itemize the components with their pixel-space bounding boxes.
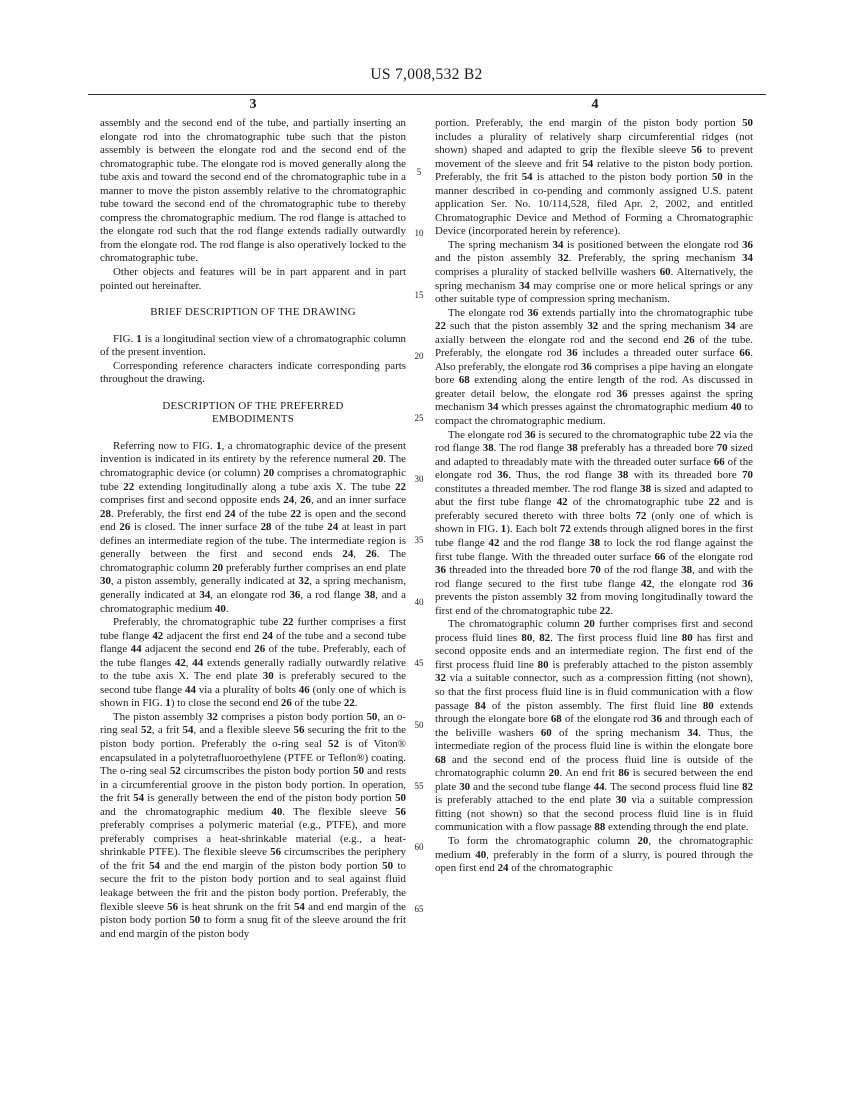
- patent-number: US 7,008,532 B2: [370, 66, 483, 83]
- line-number: 50: [414, 719, 424, 730]
- line-number: 40: [414, 596, 424, 607]
- paragraph: Corresponding reference characters indicate corresponding parts throughout the drawing.: [100, 359, 406, 386]
- paragraph: The chromatographic column 20 further comprises first and second process fluid lines 80, 82. The first process fluid line 80 has first and second opposite ends and an intermediate region. The first end of the first process fluid line 80 is preferably attached to the piston assembly 32 via a suitable connector, such as a compression fitting (not shown), so that the first process fluid line is in fluid communication with a flow passage 84 of the piston assembly. The first fluid line 80 extends through the elongate bore 68 of the elongate rod 36 and through each of the beliville washers 60 of the spring mechanism 34. Thus, the intermediate region of the process fluid line is within the elongate bore 68 and the second end of the process fluid line is outside of the chromatographic column 20. An end frit 86 is secured between the end plate 30 and the second tube flange 44. The second process fluid line 82 is preferably attached to the end plate 30 via a suitable compression fitting (not shown) so that the second process fluid line is in fluid communication with a flow passage 88 extending through the end plate.: [435, 618, 753, 834]
- left-column-number: 3: [249, 97, 257, 112]
- paragraph: The elongate rod 36 extends partially into the chromatographic tube 22 such that the piston assembly 32 and the spring mechanism 34 are axially between the elongate rod and the second end 26 of the tube. Preferably, the elongate rod 36 includes a threaded outer surface 66. Also preferably, the elongate rod 36 comprises a pipe having an elongate bore 68 extending along the entire length of the rod. As discussed in greater detail below, the elongate rod 36 presses against the spring mechanism 34 which presses against the chromatographic medium 40 to compact the chromatographic medium.: [435, 306, 753, 428]
- paragraph: Other objects and features will be in part apparent and in part pointed out hereinafter.: [100, 266, 406, 292]
- line-number: 10: [414, 228, 424, 239]
- line-number: 25: [414, 412, 424, 423]
- section-heading: DESCRIPTION OF THE PREFERRED EMBODIMENTS: [162, 399, 344, 426]
- line-number: 65: [414, 903, 424, 914]
- line-number: 20: [414, 351, 424, 362]
- gutter-line-numbers: [406, 0, 432, 1100]
- right-column-text: [435, 117, 753, 1067]
- line-number: 30: [414, 474, 424, 484]
- paragraph: Preferably, the chromatographic tube 22 further comprises a first tube flange 42 adjacent the first end 24 of the tube and a second tube flange 44 adjacent the second end 26 of the tube. Preferably, each of the tube flanges 42, 44 extends generally radially outwardly relative to the tube axis X. The end plate 30 is preferably secured to the second tube flange 44 via a plurality of bolts 46 (only one of which is shown in FIG. 1) to close the second end 26 of the tube 22.: [100, 616, 406, 710]
- left-column-text: [100, 117, 406, 1067]
- line-number: 45: [414, 658, 424, 669]
- line-number: 60: [414, 842, 424, 853]
- paragraph: FIG. 1 is a longitudinal section view of a chromatographic column of the present invention.: [100, 332, 406, 359]
- paragraph: Referring now to FIG. 1, a chromatographic device of the present invention is indicated in its entirety by the reference numeral 20. The chromatographic device (or column) 20 comprises a chromatographic tube 22 extending longitudinally along a tube axis X. The tube 22 comprises first and second opposite ends 24, 26, and an inner surface 28. Preferably, the first end 24 of the tube 22 is open and the second end 26 is closed. The inner surface 28 of the tube 24 at least in part defines an intermediate region of the tube. The intermediate region is generally between the first and second ends 24, 26. The chromatographic column 20 preferably further comprises an end plate 30, a piston assembly, generally indicated at 32, a spring mechanism, generally indicated at 34, an elongate rod 36, a rod flange 38, and a chromatographic medium 40.: [100, 439, 406, 615]
- line-number: 55: [414, 781, 424, 791]
- right-column-number: 4: [591, 97, 599, 112]
- paragraph: assembly and the second end of the tube, and partially inserting an elongate rod into the chromatographic tube such that the piston assembly is between the elongate rod and the second end of the chromatographic tube. The elongate rod is moved generally along the tube axis and toward the second end of the chromatographic tube in a manner to move the piston assembly relative to the chromatographic tube toward the second end of the chromatographic tube to thereby compress the chromatographic medium. The rod flange is attached to the elongate rod such that the rod flange extends radially outwardly from the elongate rod. The rod flange is also operatively locked to the chromatographic tube.: [100, 117, 406, 265]
- line-number: 5: [416, 167, 422, 177]
- line-number: 15: [414, 289, 424, 300]
- paragraph: The piston assembly 32 comprises a piston body portion 50, an o-ring seal 52, a frit 54, and a flexible sleeve 56 securing the frit to the piston body portion. Preferably the o-ring seal 52 is of Viton® encapsulated in a polytetrafluoroethylene (PTFE or Teflon®) coating. The o-ring seal 52 circumscribes the piston body portion 50 and rests in a circumferential groove in the piston body portion. In operation, the frit 54 is generally between the end of the piston body portion 50 and the chromatographic medium 40. The flexible sleeve 56 preferably comprises a polymeric material (e.g., PTFE), and more preferably comprises a heat-shrinkable material (e.g., a heat-shrinkable PTFE). The flexible sleeve 56 circumscribes the periphery of the frit 54 and the end margin of the piston body portion 50 to secure the frit to the piston body portion and to seal against fluid leakage between the frit and the piston body portion. Preferably, the flexible sleeve 56 is heat shrunk on the frit 54 and end margin of the piston body portion 50 to form a snug fit of the sleeve around the frit and end margin of the piston body: [100, 710, 406, 940]
- line-number: 35: [414, 535, 424, 546]
- paragraph: The elongate rod 36 is secured to the chromatographic tube 22 via the rod flange 38. The rod flange 38 preferably has a threaded bore 70 sized and adapted to threadably mate with the threaded outer surface 66 of the elongate rod 36. Thus, the rod flange 38 with its threaded bore 70 constitutes a threaded member. The rod flange 38 is sized and adapted to abut the first tube flange 42 of the chromatographic tube 22 and is preferably secured thereto with three bolts 72 (only one of which is shown in FIG. 1). Each bolt 72 extends through aligned bores in the first tube flange 42 and the rod flange 38 to lock the rod flange against the first tube flange. With the threaded outer surface 66 of the elongate rod 36 threaded into the threaded bore 70 of the rod flange 38, and with the rod flange secured to the first tube flange 42, the elongate rod 36 prevents the piston assembly 32 from moving longitudinally toward the first end of the chromatographic tube 22.: [435, 428, 753, 617]
- paragraph: portion. Preferably, the end margin of the piston body portion 50 includes a plurality of relatively sharp circumferential ridges (not shown) shaped and adapted to grip the flexible sleeve 56 to prevent movement of the sleeve and frit 54 relative to the piston body portion. Preferably, the frit 54 is attached to the piston body portion 50 in the manner described in co-pending and commonly assigned U.S. patent application Ser. No. 10/114,528, filed Apr. 2, 2002, and entitled Chromatographic Device and Method of Forming a Chromatographic Device (incorporated herein by reference).: [435, 117, 753, 238]
- paragraph: To form the chromatographic column 20, the chromatographic medium 40, preferably in the form of a slurry, is poured through the open first end 24 of the chromatographic: [435, 834, 753, 875]
- section-heading: BRIEF DESCRIPTION OF THE DRAWING: [150, 306, 356, 319]
- paragraph: The spring mechanism 34 is positioned between the elongate rod 36 and the piston assembly 32. Preferably, the spring mechanism 34 comprises a plurality of stacked bellville washers 60. Alternatively, the spring mechanism 34 may comprise one or more helical springs or any other suitable type of compression spring mechanism.: [435, 238, 753, 306]
